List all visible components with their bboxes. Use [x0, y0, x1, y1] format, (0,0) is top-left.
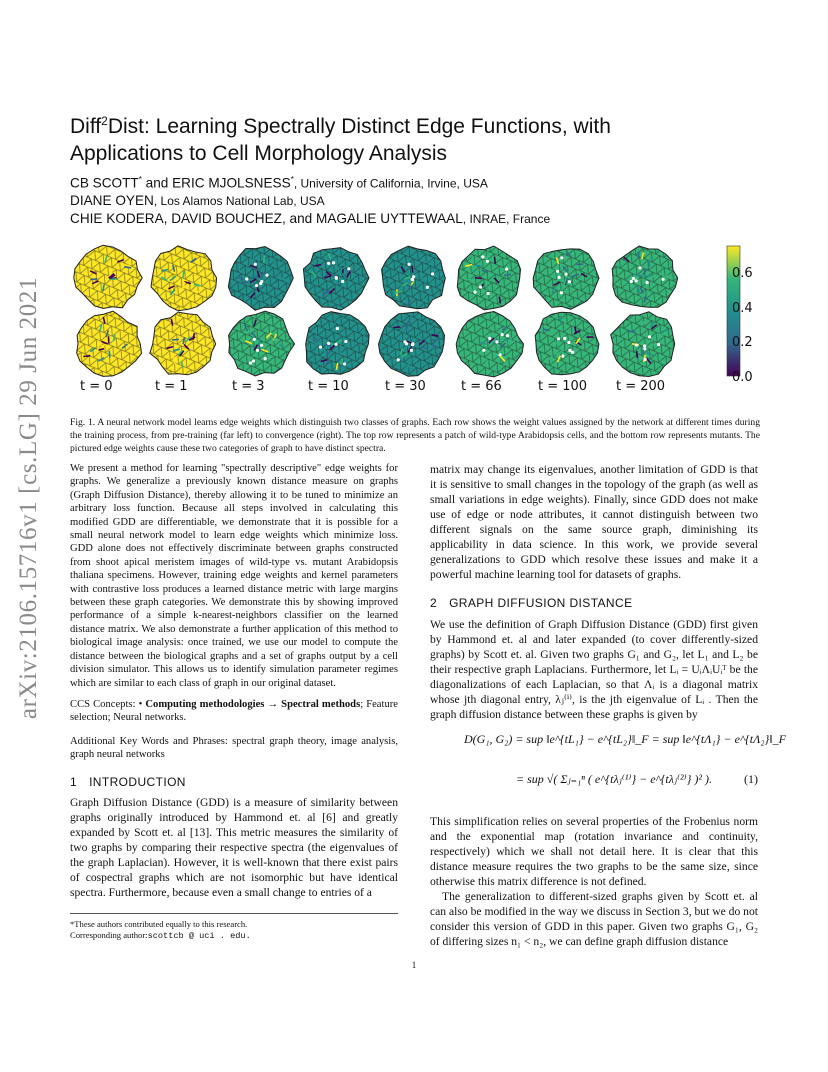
- node-dot: [341, 280, 344, 283]
- time-label: t = 100: [538, 379, 588, 394]
- node-dot: [431, 272, 434, 275]
- author-names: CHIE KODERA, DAVID BOUCHEZ, and MAGALIE UYTTEWAAL: [70, 211, 463, 226]
- node-dot: [643, 347, 646, 350]
- node-dot: [264, 357, 267, 360]
- node-dot: [568, 349, 571, 352]
- right-column: [430, 462, 787, 949]
- edge-weight-mark: [183, 271, 184, 278]
- node-dot: [501, 333, 504, 336]
- section-title: GRAPH DIFFUSION DISTANCE: [449, 596, 633, 610]
- time-label: t = 200: [616, 379, 666, 394]
- edge-weight-mark: [347, 270, 354, 271]
- node-dot: [646, 281, 649, 284]
- author-affiliation: , University of California, Irvine, USA: [293, 176, 488, 191]
- author-line-3: [70, 211, 550, 226]
- node-dot: [635, 279, 638, 282]
- edge-weight-mark: [280, 279, 287, 280]
- node-dot: [567, 341, 570, 344]
- cell-graph-edges: [74, 245, 142, 308]
- author-names: CB SCOTT: [70, 175, 139, 191]
- title-post: Dist: Learning Spectrally Distinct Edge Functions, with Applications to Cell Morphology Analysis: [70, 115, 611, 165]
- edge-weight-mark: [645, 276, 652, 277]
- time-label: t = 0: [80, 379, 113, 394]
- colorbar-tick: 0.2: [732, 335, 753, 350]
- node-dot: [336, 327, 339, 330]
- footnotes: [70, 913, 398, 942]
- section-number: 1: [70, 774, 78, 789]
- edge-weight-mark: [472, 256, 473, 263]
- title-sup: 2: [101, 114, 108, 128]
- figure-1: [70, 240, 770, 400]
- cell-graph-edges: [229, 311, 295, 376]
- author-mark: *: [138, 175, 142, 184]
- paragraph: The generalization to different-sized graphs given by Scott et. al can also be modified in the way we discuss in Section 3, but we do not consider this version of GDD in this paper. Given two graphs G₁, G₂ of differing sizes n₁ < n₂, we can define graph diffusion distance: [430, 890, 758, 948]
- edge-weight-mark: [259, 345, 260, 352]
- colorbar-tick: 0.6: [732, 266, 753, 281]
- paper-title: [70, 108, 710, 167]
- paragraph: We use the definition of Graph Diffusion Distance (GDD) first given by Hammond et. al and later expanded (to cover differently-sized graphs) by Scott et. al. Given two graphs G₁ and G₂, let L₁ and L₂ be their respective graph Laplacians. Furthermore, let Lᵢ = UᵢΛᵢUᵢᵀ be the diagonalizations of each Laplacian, so that Λᵢ is a diagonal matrix whose jth diagonal entry, λⱼ⁽ⁱ⁾, is the jth eigenvalue of Lᵢ . Then the graph diffusion distance between these graphs is given by: [430, 618, 758, 721]
- edge-weight-mark: [253, 277, 260, 278]
- node-dot: [482, 349, 485, 352]
- cell-graph-edges: [228, 247, 293, 311]
- edge-weight-mark: [560, 316, 561, 323]
- node-dot: [556, 270, 559, 273]
- section-title: INTRODUCTION: [89, 774, 186, 789]
- node-dot: [334, 343, 337, 346]
- author-names: and ERIC MJOLSNESS: [141, 175, 291, 191]
- author-line-2: [70, 193, 325, 208]
- node-dot: [505, 268, 508, 271]
- equation-line-2: = sup √( Σⱼ₌₁ⁿ ( e^{tλⱼ⁽¹⁾} − e^{tλⱼ⁽²⁾} )² ).: [516, 772, 712, 786]
- node-dot: [630, 280, 633, 283]
- paragraph: matrix may change its eigenvalues, another limitation of GDD is that it is sensitive to small changes in the topology of the graph (as well as small variations in edge weights). Finally, since GDD does not make use of edge or node attributes, it cannot distinguish between two different signals on the same source graph, diminishing its applicability in data science. In this work, we provide several generalizations to GDD which resolve these issues and make it a powerful machine learning tool for datasets of graphs.: [430, 463, 758, 581]
- node-dot: [571, 351, 574, 354]
- edge-weight-mark: [657, 334, 664, 335]
- node-dot: [403, 340, 406, 343]
- equation-number: (1): [744, 772, 758, 786]
- node-dot: [557, 337, 560, 340]
- node-dot: [495, 340, 498, 343]
- node-dot: [347, 267, 350, 270]
- edge-weight-mark: [90, 279, 97, 280]
- node-dot: [486, 260, 489, 263]
- edge-weight-mark: [408, 364, 409, 371]
- edge-weight-mark: [475, 278, 482, 279]
- node-dot: [561, 355, 564, 358]
- node-dot: [635, 343, 638, 346]
- node-dot: [568, 280, 571, 283]
- section-heading-2: [430, 596, 758, 611]
- cell-graph-edges: [456, 312, 523, 377]
- node-dot: [408, 263, 411, 266]
- node-dot: [560, 291, 563, 294]
- page-number: 1: [411, 960, 417, 970]
- abstract: We present a method for learning "spectrally descriptive" edge weights for graphs. We generalize a previously known distance measure on graphs (Graph Diffusion Distance), thereby allowing it to be tuned to minimize an arbitrary loss function. Because all steps involved in calculating this modified GDD are differentiable, we demonstrate that it is possible for a small neural network model to learn edge weights which minimize loss. GDD alone does not effectively discriminate between graphs constructed from shoot apical meristem images of wild-type vs. mutant Arabidopsis thaliana specimens. However, training edge weights and kernel parameters with contrastive loss produces a learned distance metric with large margins between these graph categories. We demonstrate this by showing improved performance of a simple k-nearest-neighbors classifier on the learned distance matrix. We also demonstrate a further application of this method to biological image analysis: once trained, we use our model to compute the distance between the biological graphs and a set of graphs output by a cell division simulator. This allows us to identify simulation parameter regimes which are similar to each class of graph in our original dataset.: [70, 463, 398, 689]
- node-dot: [643, 344, 646, 347]
- node-dot: [560, 256, 563, 259]
- node-dot: [254, 263, 257, 266]
- node-dot: [343, 362, 346, 365]
- node-dot: [327, 342, 330, 345]
- node-dot: [479, 286, 482, 289]
- node-dot: [411, 278, 414, 281]
- time-label: t = 1: [155, 379, 188, 394]
- time-label: t = 3: [232, 379, 265, 394]
- node-dot: [499, 353, 502, 356]
- node-dot: [506, 334, 509, 337]
- edge-weight-mark: [264, 256, 265, 263]
- node-dot: [473, 291, 476, 294]
- node-dot: [411, 343, 414, 346]
- node-dot: [255, 284, 258, 287]
- paragraph: This simplification relies on several properties of the Frobenius norm and the exponential map (rotation invariance and continuity, respectively) which we shall not detail here. It is clear that this distance measure requires the two graphs to be the same size, since otherwise this matrix difference is not defined.: [430, 815, 758, 888]
- node-dot: [249, 361, 252, 364]
- node-dot: [661, 278, 664, 281]
- ccs-rest: ; Feature selection; Neural networks.: [70, 698, 398, 724]
- node-dot: [558, 276, 561, 279]
- node-dot: [563, 337, 566, 340]
- author-names: DIANE OYEN: [70, 193, 154, 208]
- node-dot: [245, 277, 248, 280]
- edge-weight-mark: [172, 339, 179, 340]
- section-heading-1: [70, 776, 398, 789]
- footnote-corresponding: [70, 930, 398, 942]
- node-dot: [488, 337, 491, 340]
- time-label: t = 66: [461, 379, 502, 394]
- author-mark: *: [290, 175, 294, 184]
- edge-weight-mark: [412, 266, 413, 273]
- node-dot: [410, 349, 413, 352]
- footnote-equal: *These authors contributed equally to this research.: [70, 919, 248, 929]
- node-dot: [487, 292, 490, 295]
- edge-weight-mark: [637, 351, 638, 358]
- edge-weight-mark: [420, 278, 427, 279]
- node-dot: [260, 344, 263, 347]
- left-column: [70, 462, 398, 900]
- edge-weight-mark: [193, 291, 200, 292]
- node-dot: [265, 274, 268, 277]
- edge-weight-mark: [109, 351, 110, 358]
- arxiv-stamp: arXiv:2106.15716v1 [cs.LG] 29 Jun 2021: [15, 276, 42, 720]
- footnote-email: scottcb @ uci . edu.: [147, 931, 251, 941]
- intro-paragraph: Graph Diffusion Distance (GDD) is a measure of similarity between graphs originally introduced by Hammond et. al [6] and greatly expanded by Scott et. al [13]. This metric measures the similarity of two graphs by comparing their respective spectra (the eigenvalues of the graph Laplacian). However, it is well-known that there exist pairs of cospectral graphs which are not isomorphic but have identical spectra. Furthermore, because even a small change to entries of a: [70, 795, 398, 899]
- node-dot: [632, 277, 635, 280]
- author-affiliation: , Los Alamos National Lab, USA: [153, 194, 325, 208]
- node-dot: [252, 359, 255, 362]
- node-dot: [335, 276, 338, 279]
- node-dot: [253, 338, 256, 341]
- node-dot: [327, 262, 330, 265]
- node-dot: [657, 343, 660, 346]
- colorbar-tick: 0.4: [732, 301, 753, 316]
- node-dot: [481, 255, 484, 258]
- edge-weight-mark: [83, 356, 90, 357]
- footnote-label: Corresponding author:: [70, 930, 148, 940]
- edge-weight-mark: [110, 279, 117, 280]
- node-dot: [319, 346, 322, 349]
- edge-weight-mark: [551, 328, 552, 335]
- node-dot: [256, 349, 259, 352]
- equation-1: [430, 722, 787, 814]
- node-dot: [644, 358, 647, 361]
- equation-line-1: D(G₁, G₂) = sup ‖e^{tL₁} − e^{tL₂}‖_F = sup ‖e^{tΛ₁} − e^{tΛ₂}‖_F: [464, 732, 787, 746]
- colorbar-tick: 0.0: [732, 370, 753, 385]
- edge-weight-mark: [565, 322, 566, 329]
- ccs-label: CCS Concepts: •: [70, 698, 146, 710]
- node-dot: [648, 335, 651, 338]
- section-number: 2: [430, 596, 438, 610]
- node-dot: [397, 358, 400, 361]
- keywords: Additional Key Words and Phrases: spectral graph theory, image analysis, graph neural networks: [70, 735, 398, 761]
- time-label: t = 30: [385, 379, 426, 394]
- node-dot: [332, 261, 335, 264]
- cell-graph-edges: [535, 312, 599, 375]
- edge-weight-mark: [499, 297, 500, 304]
- author-line-1: [70, 175, 488, 191]
- edge-weight-mark: [495, 257, 496, 264]
- node-dot: [638, 266, 641, 269]
- figure-graphic: [70, 240, 770, 400]
- node-dot: [259, 282, 262, 285]
- title-pre: Diff: [70, 115, 102, 138]
- ccs-concepts: [70, 698, 398, 725]
- node-dot: [344, 340, 347, 343]
- edge-weight-mark: [274, 259, 275, 266]
- ccs-bold: Computing methodologies → Spectral methods: [145, 698, 361, 710]
- author-affiliation: , INRAE, France: [462, 212, 551, 226]
- node-dot: [564, 273, 567, 276]
- node-dot: [426, 286, 429, 289]
- figure-caption: Fig. 1. A neural network model learns edge weights which distinguish two classes of graphs. Each row shows the weight values assigned by the network at different times during the training process, from pre-training (far left) to convergence (right). The top row represents a patch of wild-type Arabidopsis cells, and the bottom row represents mutants. The pictured edge weights cause these two categories of graph to have distinct spectra.: [70, 417, 760, 455]
- cell-graph-edges: [611, 312, 675, 377]
- time-label: t = 10: [308, 379, 349, 394]
